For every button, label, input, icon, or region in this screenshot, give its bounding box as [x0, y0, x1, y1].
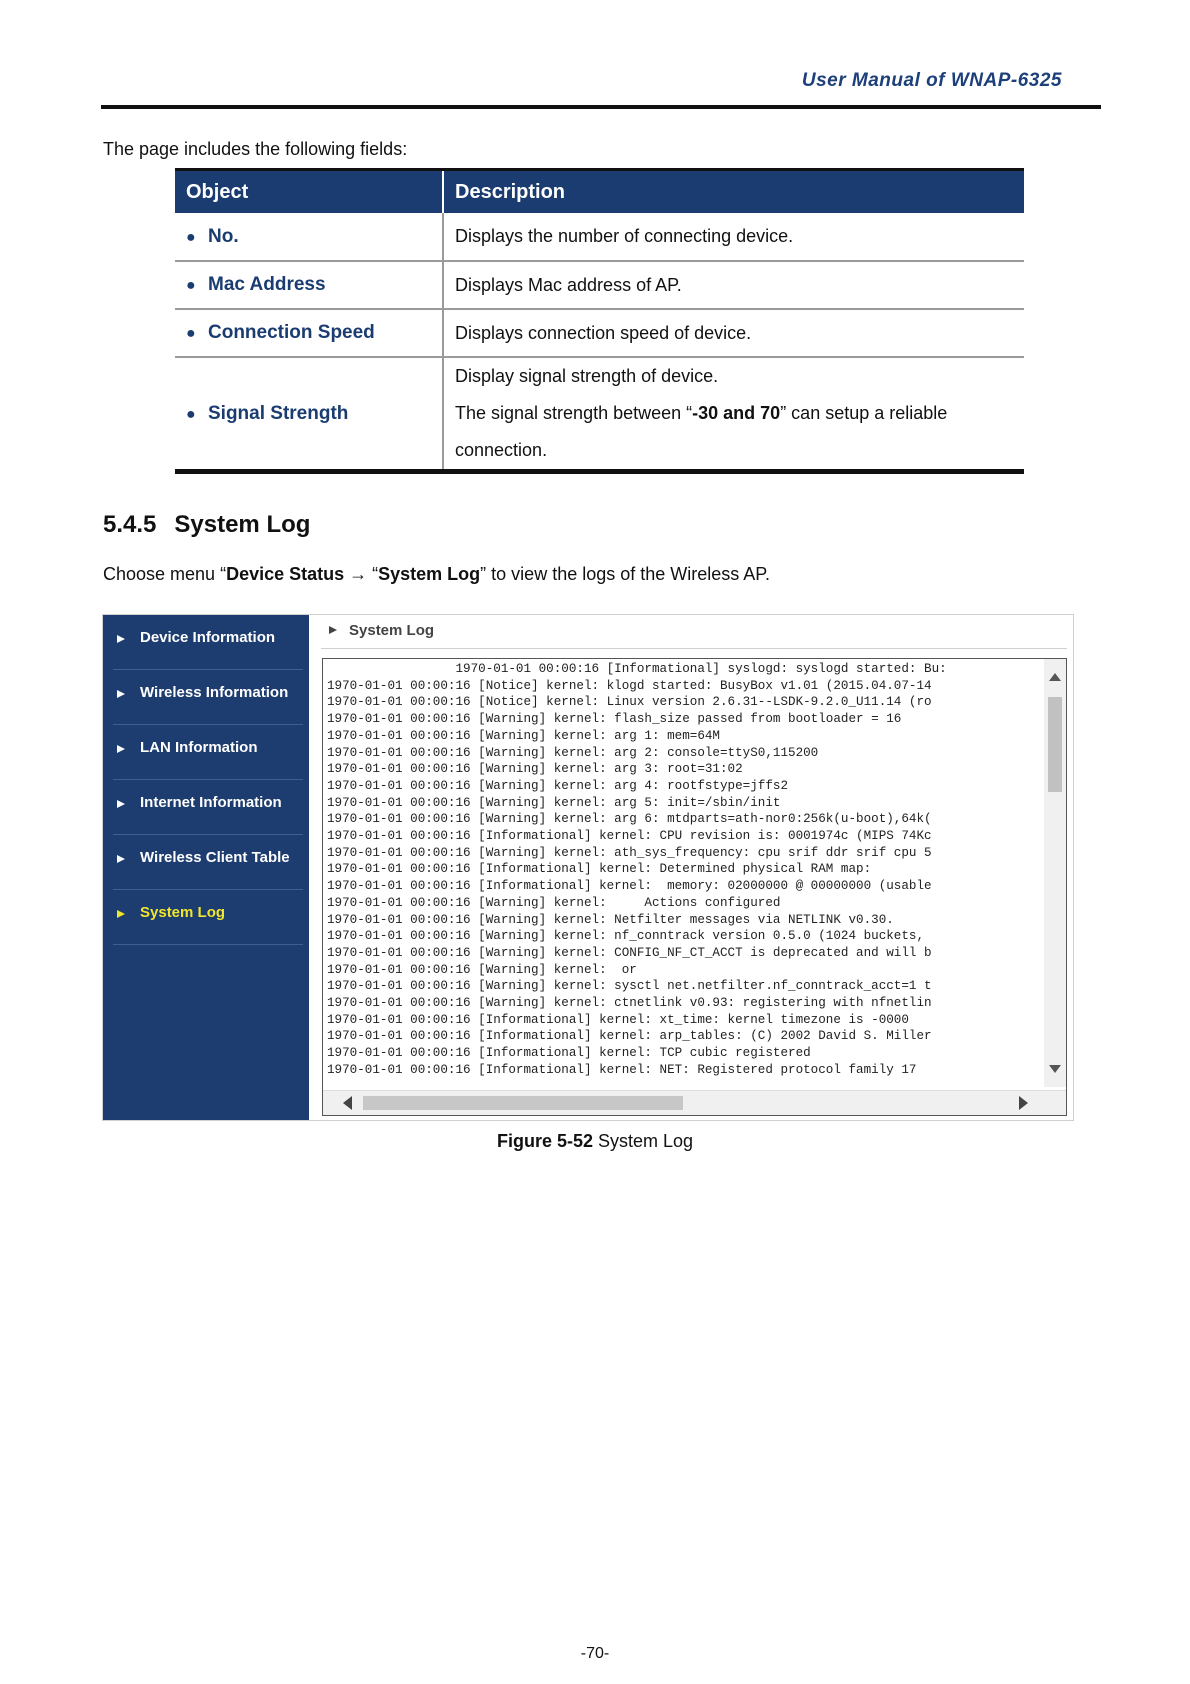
sidebar-item-lan-information[interactable] — [103, 725, 309, 780]
sidebar-item-wireless-information[interactable] — [103, 670, 309, 725]
sidebar-item-label: Internet Information — [140, 794, 282, 811]
arrow-right-icon — [117, 745, 125, 753]
log-line: 1970-01-01 00:00:16 [Notice] kernel: Linux version 2.6.31--LSDK-9.2.0_U11.14 (ro — [327, 695, 932, 710]
scroll-right-icon[interactable] — [1019, 1096, 1028, 1110]
sidebar-item-label: Wireless Client Table — [140, 849, 290, 866]
column-header-object: Object — [175, 170, 443, 214]
scroll-up-icon[interactable] — [1049, 673, 1061, 681]
section-number: 5.4.5 — [103, 511, 157, 538]
object-cell — [175, 357, 443, 472]
description-cell: Displays Mac address of AP. — [443, 261, 1024, 309]
scroll-down-icon[interactable] — [1049, 1065, 1061, 1073]
scrollbar-thumb[interactable] — [363, 1096, 683, 1110]
section-title: System Log — [174, 511, 311, 538]
arrow-right-icon — [329, 626, 337, 634]
bullet-icon: ● — [186, 228, 196, 246]
figure-caption — [0, 1131, 1190, 1152]
object-cell — [175, 309, 443, 357]
intro-text: The page includes the following fields: — [103, 139, 408, 159]
object-cell — [175, 261, 443, 309]
table-row — [175, 357, 1024, 472]
log-line: 1970-01-01 00:00:16 [Warning] kernel: sysctl net.netfilter.nf_conntrack_acct=1 t — [327, 979, 932, 994]
instruction-part: → “ — [344, 564, 379, 584]
description-text: The signal strength between “ — [455, 403, 693, 423]
sidebar-item-device-information[interactable] — [103, 615, 309, 670]
log-line: 1970-01-01 00:00:16 [Warning] kernel: or — [327, 962, 637, 977]
description-line: Display signal strength of device. — [455, 366, 719, 386]
sidebar-item-wireless-client-table[interactable] — [103, 835, 309, 890]
section-heading — [103, 511, 310, 539]
sidebar-item-label: System Log — [140, 904, 226, 921]
sidebar-item-system-log[interactable] — [103, 890, 309, 945]
sidebar-menu — [103, 615, 309, 1120]
system-log-screenshot — [102, 614, 1074, 1121]
description-cell: Displays the number of connecting device. — [443, 213, 1024, 261]
fields-table — [175, 168, 1024, 474]
description-cell: Displays connection speed of device. — [443, 309, 1024, 357]
sidebar-item-label: LAN Information — [140, 739, 258, 756]
arrow-right-icon — [117, 910, 125, 918]
menu-path-system-log: System Log — [378, 564, 481, 584]
table-row — [175, 213, 1024, 261]
instruction-part: Choose menu “ — [103, 564, 227, 584]
log-line: 1970-01-01 00:00:16 [Notice] kernel: klogd started: BusyBox v1.01 (2015.04.07-14 — [327, 678, 932, 693]
arrow-right-icon — [117, 690, 125, 698]
object-label: No. — [208, 225, 239, 247]
log-line: 1970-01-01 00:00:16 [Informational] kernel: memory: 02000000 @ 00000000 (usable — [327, 879, 932, 894]
log-line: 1970-01-01 00:00:16 [Informational] kernel: Determined physical RAM map: — [327, 862, 872, 877]
panel-title — [329, 622, 434, 639]
log-line: 1970-01-01 00:00:16 [Warning] kernel: arg 3: root=31:02 — [327, 762, 743, 777]
figure-caption-text: System Log — [592, 1131, 694, 1151]
description-cell — [443, 357, 1024, 472]
bullet-icon: ● — [186, 277, 196, 294]
log-line: 1970-01-01 00:00:16 [Warning] kernel: Netfilter messages via NETLINK v0.30. — [327, 912, 894, 927]
arrow-right-icon — [117, 855, 125, 863]
log-line: 1970-01-01 00:00:16 [Warning] kernel: arg 6: mtdparts=ath-nor0:256k(u-boot),64k( — [327, 812, 932, 827]
log-line: 1970-01-01 00:00:16 [Warning] kernel: arg 5: init=/sbin/init — [327, 795, 781, 810]
panel-divider — [321, 648, 1067, 649]
object-label: Signal Strength — [208, 402, 349, 424]
document-header-title: User Manual of WNAP-6325 — [801, 70, 1062, 91]
sidebar-item-internet-information[interactable] — [103, 780, 309, 835]
log-line: 1970-01-01 00:00:16 [Warning] kernel: Actions configured — [327, 895, 781, 910]
description-line: connection. — [455, 440, 548, 460]
log-line: 1970-01-01 00:00:16 [Warning] kernel: arg 2: console=ttyS0,115200 — [327, 745, 819, 760]
vertical-scrollbar[interactable] — [1044, 659, 1066, 1087]
sidebar-item-label: Device Information — [140, 629, 276, 646]
bullet-icon: ● — [186, 325, 196, 342]
log-line: 1970-01-01 00:00:16 [Informational] kernel: CPU revision is: 0001974c (MIPS 74Kc — [327, 829, 932, 844]
log-line: 1970-01-01 00:00:16 [Warning] kernel: nf_conntrack version 0.5.0 (1024 buckets, — [327, 929, 932, 944]
sidebar-item-label: Wireless Information — [140, 684, 289, 701]
arrow-right-icon — [117, 635, 125, 643]
log-line: 1970-01-01 00:00:16 [Warning] kernel: ctnetlink v0.93: registering with nfnetlin — [327, 996, 932, 1011]
table-row — [175, 261, 1024, 309]
system-log-textarea[interactable] — [322, 658, 1067, 1116]
log-line: 1970-01-01 00:00:16 [Informational] kernel: arp_tables: (C) 2002 David S. Miller — [327, 1029, 932, 1044]
log-line: 1970-01-01 00:00:16 [Warning] kernel: arg 4: rootfstype=jffs2 — [327, 778, 789, 793]
log-line: 1970-01-01 00:00:16 [Warning] kernel: arg 1: mem=64M — [327, 728, 720, 743]
instruction-text — [103, 564, 770, 585]
object-label: Connection Speed — [208, 322, 375, 343]
log-line: 1970-01-01 00:00:16 [Warning] kernel: CONFIG_NF_CT_ACCT is deprecated and will b — [327, 945, 932, 960]
panel-title-text: System Log — [349, 622, 435, 639]
bullet-icon: ● — [186, 405, 196, 423]
horizontal-scrollbar[interactable] — [323, 1090, 1066, 1115]
figure-label: Figure 5-52 — [496, 1131, 593, 1151]
menu-path-device-status: Device Status — [226, 564, 345, 584]
scroll-left-icon[interactable] — [343, 1096, 352, 1110]
description-line — [455, 395, 1013, 432]
arrow-right-icon — [117, 800, 125, 808]
object-cell — [175, 213, 443, 261]
log-line: 1970-01-01 00:00:16 [Warning] kernel: flash_size passed from bootloader = 16 — [327, 712, 902, 727]
log-line: 1970-01-01 00:00:16 [Warning] kernel: ath_sys_frequency: cpu srif ddr srif cpu 5 — [327, 845, 932, 860]
column-header-description: Description — [443, 170, 1024, 214]
log-line: 1970-01-01 00:00:16 [Informational] kernel: NET: Registered protocol family 17 — [327, 1062, 917, 1077]
object-label: Mac Address — [208, 274, 326, 295]
log-line: 1970-01-01 00:00:16 [Informational] kernel: xt_time: kernel timezone is -0000 — [327, 1012, 909, 1027]
description-text: ” can setup a reliable — [780, 403, 948, 423]
menu-divider — [113, 944, 303, 945]
log-line: 1970-01-01 00:00:16 [Informational] syslogd: syslogd started: Bu: — [327, 662, 947, 676]
description-bold-text: -30 and 70 — [692, 403, 781, 423]
header-rule — [101, 105, 1101, 109]
log-line: 1970-01-01 00:00:16 [Informational] kernel: TCP cubic registered — [327, 1046, 811, 1061]
table-row — [175, 309, 1024, 357]
page-number: -70- — [580, 1645, 610, 1662]
scrollbar-thumb[interactable] — [1048, 697, 1062, 792]
log-content — [327, 661, 1035, 1081]
instruction-part: ” to view the logs of the Wireless AP. — [480, 564, 770, 584]
